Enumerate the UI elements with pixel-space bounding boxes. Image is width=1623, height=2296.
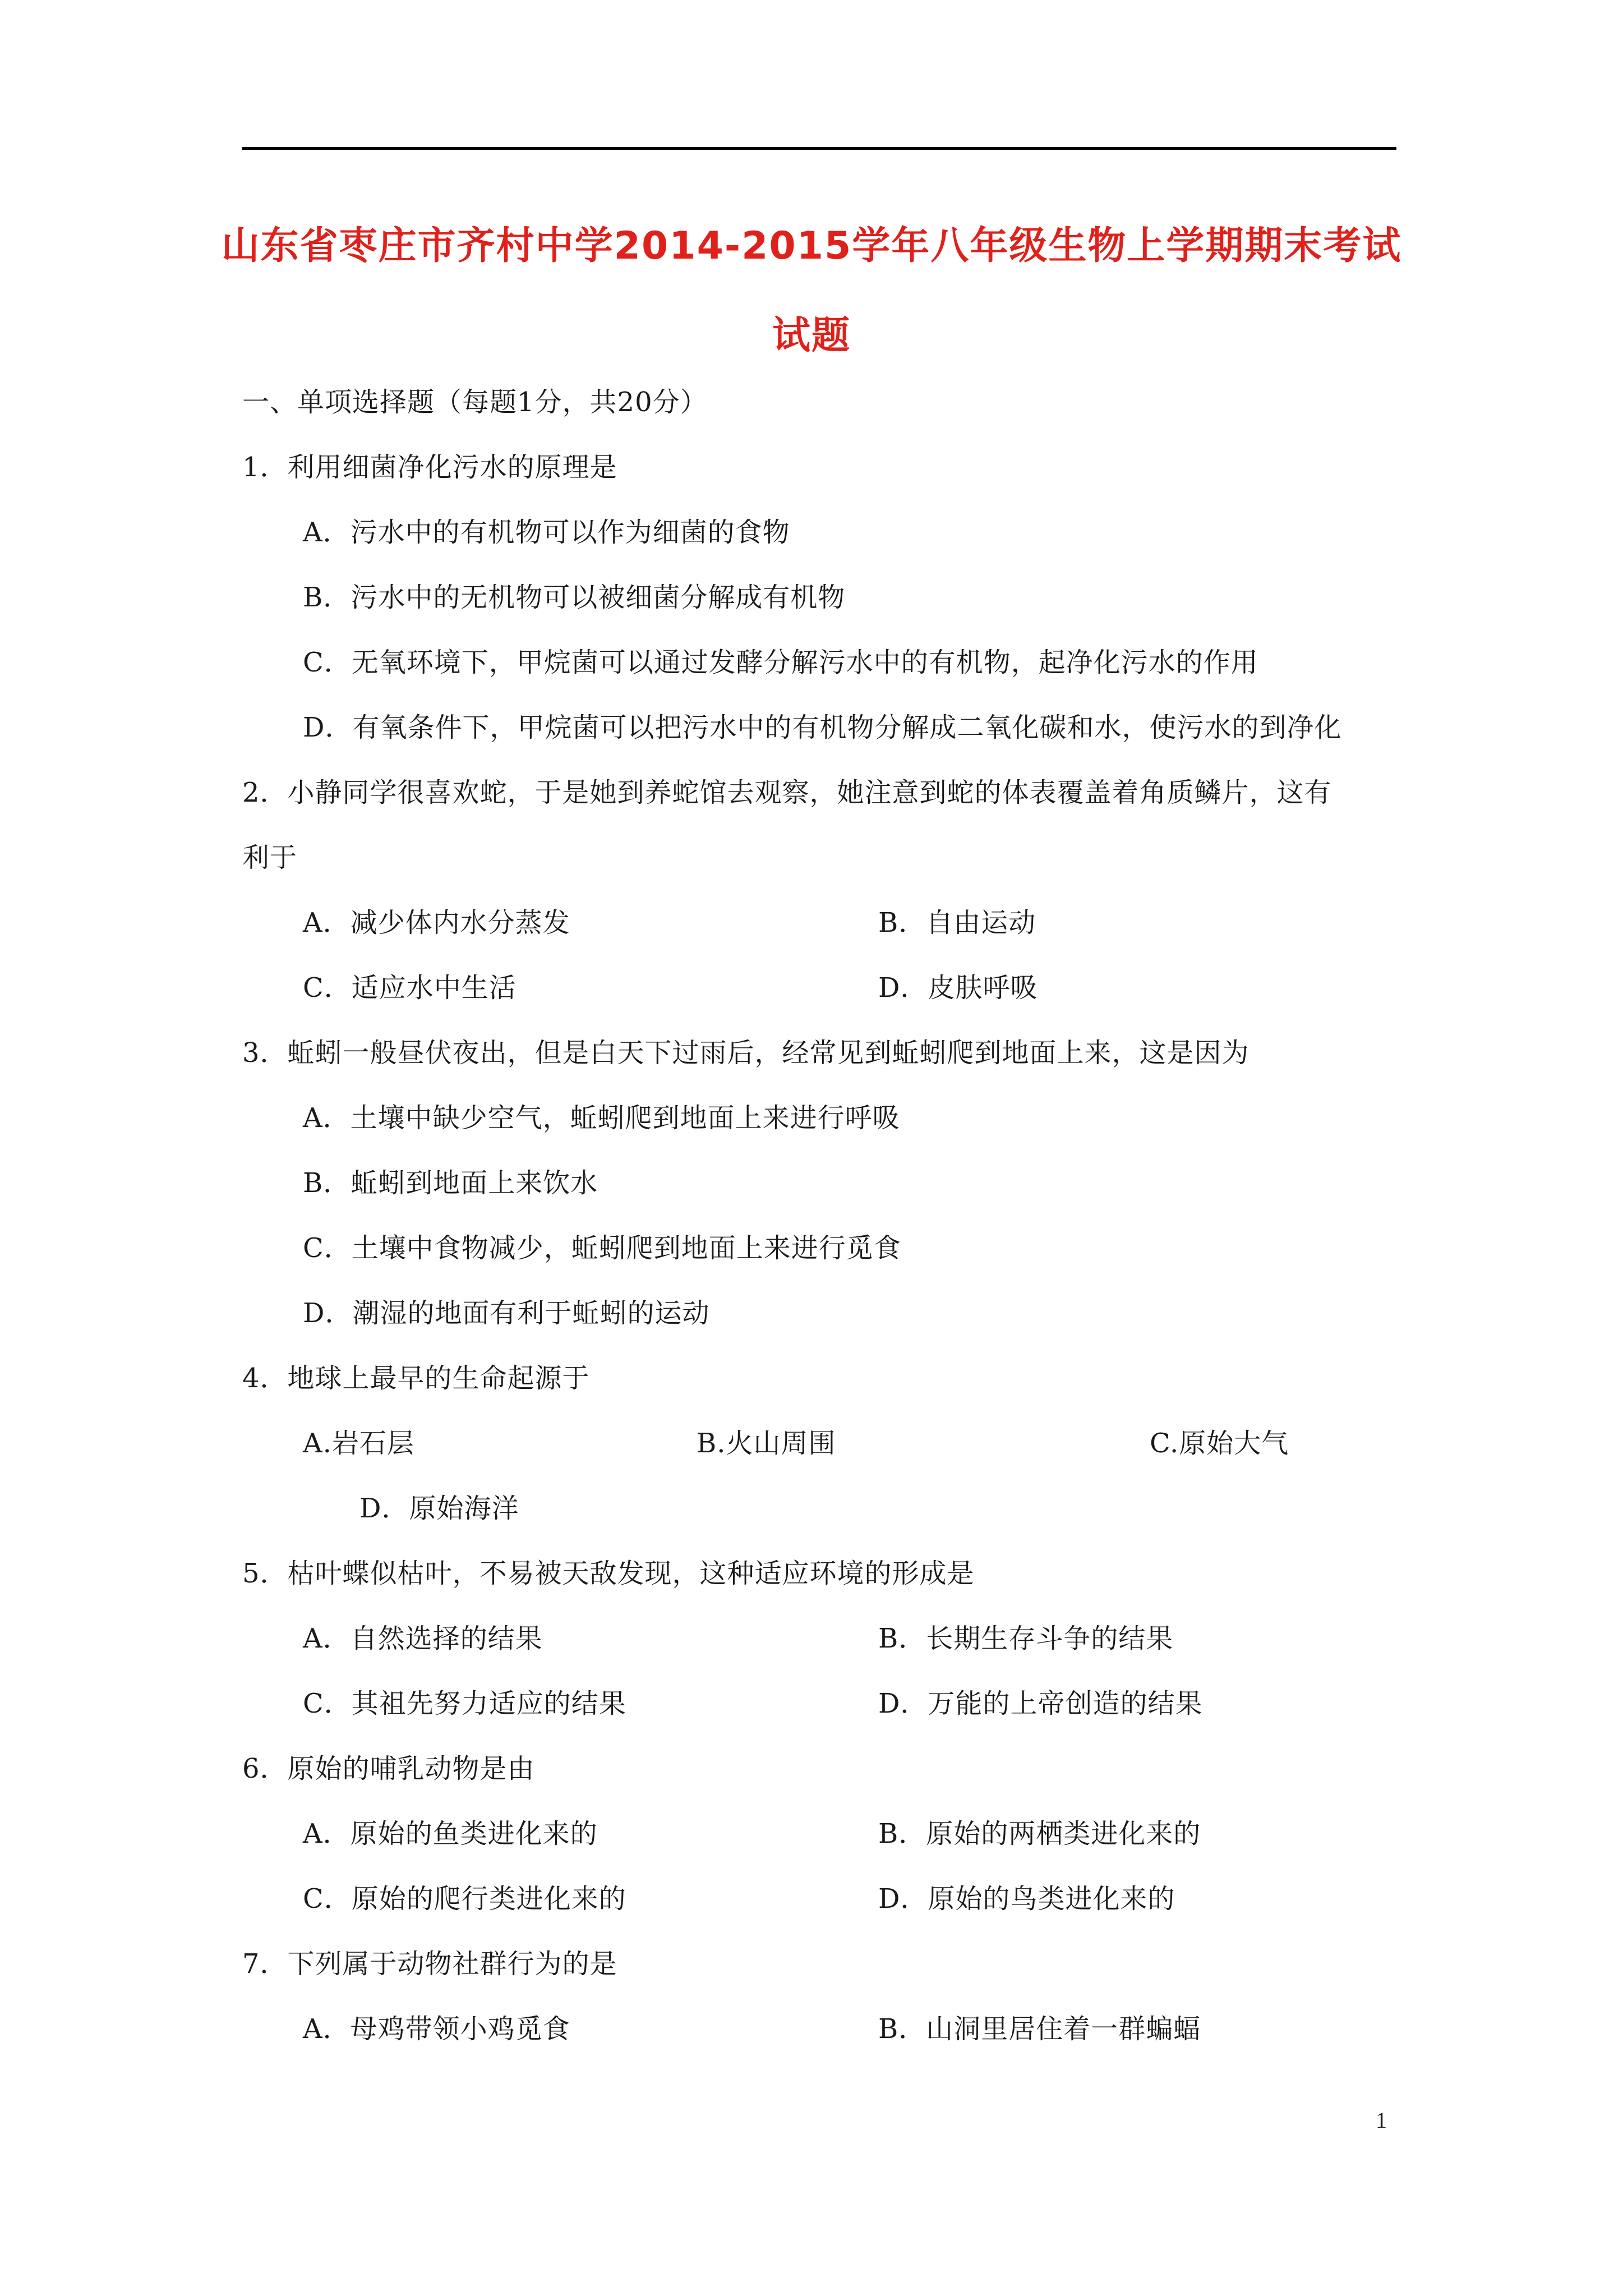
question-1-option-a: A．污水中的有机物可以作为细菌的食物: [303, 517, 790, 548]
question-4-stem: [242, 1361, 590, 1395]
question-5-option-c: C．其祖先努力适应的结果: [303, 1688, 626, 1719]
question-7-stem: [242, 1947, 617, 1981]
question-1-option-b: B．污水中的无机物可以被细菌分解成有机物: [303, 582, 846, 613]
question-2-option-d: D．皮肤呼吸: [878, 972, 1038, 1004]
question-2-option-c: C．适应水中生活: [303, 972, 517, 1004]
question-6-option-c: C．原始的爬行类进化来的: [303, 1883, 626, 1915]
question-number: 5．: [242, 1558, 288, 1589]
question-number: 3．: [242, 1037, 288, 1069]
question-number: 6．: [242, 1753, 288, 1784]
question-text: 下列属于动物社群行为的是: [287, 1948, 617, 1980]
question-text: 利用细菌净化污水的原理是: [287, 452, 617, 483]
question-3-option-d: D．潮湿的地面有利于蚯蚓的运动: [303, 1297, 710, 1329]
document-title-line-1: 山东省枣庄市齐村中学2014-2015学年八年级生物上学期期末考试: [221, 224, 1402, 268]
question-5-option-d: D．万能的上帝创造的结果: [878, 1688, 1203, 1719]
question-number: 2．: [242, 777, 288, 808]
question-6-stem: [242, 1752, 535, 1786]
question-1-option-c: C．无氧环境下，甲烷菌可以通过发酵分解污水中的有机物，起净化污水的作用: [303, 647, 1258, 678]
question-6-option-d: D．原始的鸟类进化来的: [878, 1883, 1175, 1915]
page-number: 1: [1376, 2108, 1387, 2133]
question-7-option-b: B．山洞里居住着一群蝙蝠: [878, 2013, 1201, 2045]
question-text: 地球上最早的生命起源于: [287, 1363, 590, 1394]
question-number: 4．: [242, 1363, 288, 1394]
question-4-option-a: A.岩石层: [303, 1428, 414, 1459]
question-number: 1．: [242, 452, 288, 483]
question-7-option-a: A．母鸡带领小鸡觅食: [303, 2013, 570, 2045]
question-1-option-d: D．有氧条件下，甲烷菌可以把污水中的有机物分解成二氧化碳和水，使污水的到净化: [303, 712, 1342, 743]
question-2-stem-continued: 利于: [242, 842, 298, 873]
document-title-line-2: 试题: [772, 314, 851, 358]
question-5-option-a: A．自然选择的结果: [303, 1623, 543, 1654]
question-2-stem: [242, 776, 1332, 809]
question-number: 7．: [242, 1948, 288, 1980]
question-2-option-a: A．减少体内水分蒸发: [303, 907, 570, 938]
question-3-stem: [242, 1036, 1249, 1070]
question-2-option-b: B．自由运动: [878, 907, 1036, 938]
question-4-option-d: D．原始海洋: [359, 1493, 519, 1524]
question-3-option-a: A．土壤中缺少空气，蚯蚓爬到地面上来进行呼吸: [303, 1102, 900, 1134]
question-1-stem: [242, 450, 617, 484]
question-3-option-b: B．蚯蚓到地面上来饮水: [303, 1167, 598, 1199]
question-4-option-c: C.原始大气: [1150, 1428, 1289, 1459]
header-rule: [242, 147, 1396, 150]
section-heading: 一、单项选择题（每题1分，共20分）: [242, 386, 708, 418]
question-6-option-b: B．原始的两栖类进化来的: [878, 1818, 1201, 1849]
question-text: 原始的哺乳动物是由: [287, 1753, 535, 1784]
question-5-stem: [242, 1557, 975, 1590]
question-text: 蚯蚓一般昼伏夜出，但是白天下过雨后，经常见到蚯蚓爬到地面上来，这是因为: [287, 1037, 1249, 1069]
question-5-option-b: B．长期生存斗争的结果: [878, 1623, 1174, 1654]
question-text: 枯叶蝶似枯叶，不易被天敌发现，这种适应环境的形成是: [287, 1558, 975, 1589]
question-text: 小静同学很喜欢蛇，于是她到养蛇馆去观察，她注意到蛇的体表覆盖着角质鳞片，这有: [287, 777, 1332, 808]
question-3-option-c: C．土壤中食物减少，蚯蚓爬到地面上来进行觅食: [303, 1232, 901, 1264]
question-4-option-b: B.火山周围: [697, 1428, 836, 1459]
question-6-option-a: A．原始的鱼类进化来的: [303, 1818, 598, 1849]
